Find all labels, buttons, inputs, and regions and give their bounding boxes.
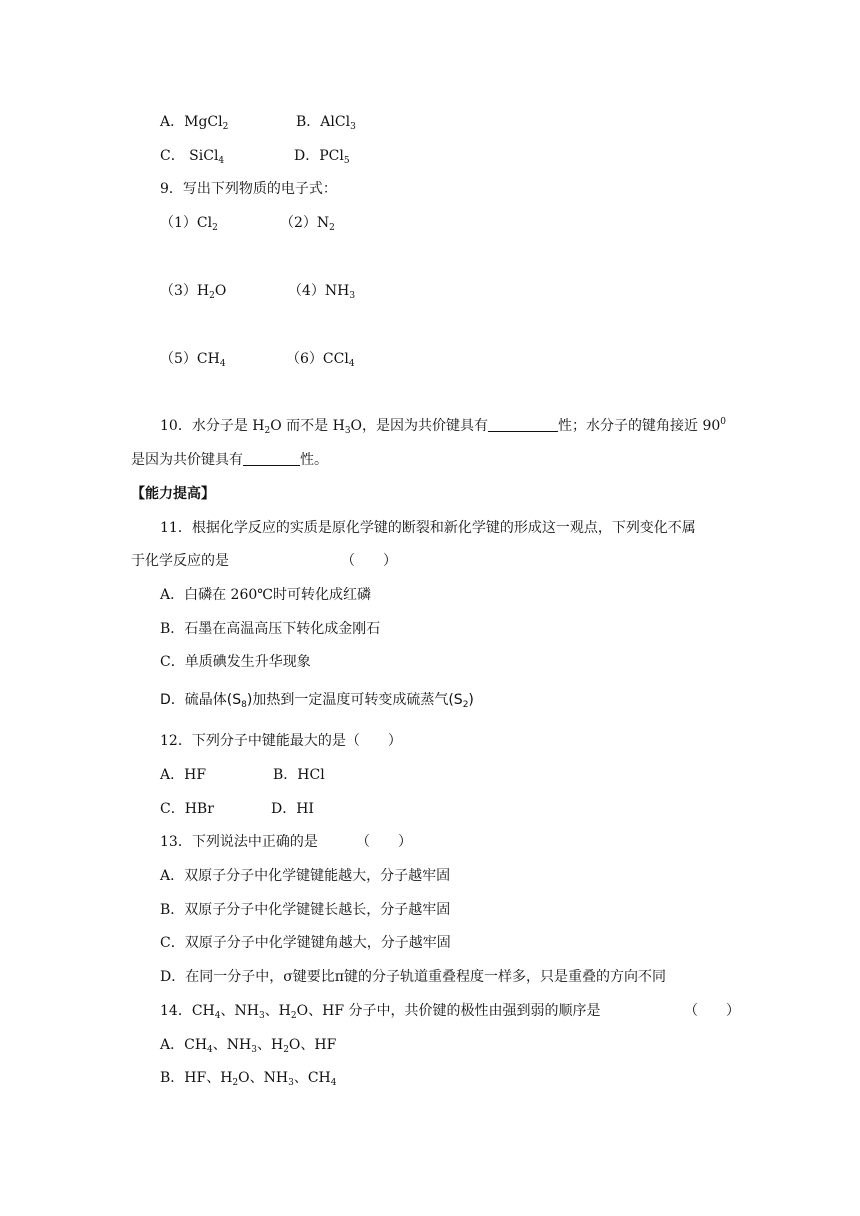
q11-option-d: D．硫晶体$(S_8)$加热到一定温度可转变成硫蒸气$(S_2)$ — [160, 692, 474, 710]
q14-option-b: B．HF、$H_2O$、$NH_3$、$CH_4$ — [160, 1070, 337, 1088]
q14-option-a: A．$CH_4$、$NH_3$、$H_2O$、HF — [160, 1037, 337, 1055]
q9-stem: 9．写出下列物质的电子式： — [160, 181, 337, 197]
option-b: B．AlCl$_3$ — [296, 114, 356, 132]
q12-options-row-2 — [160, 799, 314, 819]
q12-options-row-1 — [160, 765, 325, 785]
q11-line-1: 11．根据化学反应的实质是原化学键的断裂和新化学键的形成这一观点，下列变化不属 — [160, 520, 696, 536]
q9-row-3 — [160, 349, 355, 369]
q10-line-2: 是因为共价键具有 性。 — [131, 452, 328, 468]
q9-item-6: （6）CCl$_4$ — [286, 351, 355, 369]
q9-item-4: $(4)NH_3$ — [288, 283, 356, 301]
q9-item-1: $(1)Cl_2$ — [160, 215, 218, 233]
q12-stem: 12．下列分子中键能最大的是（ ） — [160, 733, 402, 749]
option-a: A．MgCl$_2$ — [160, 114, 229, 132]
q13-option-c: C．双原子分子中化学键键角越大，分子越牢固 — [160, 935, 451, 951]
q11-option-a: A．白磷在 260℃时可转化成红磷 — [160, 587, 371, 603]
option-d: D．HI — [271, 801, 314, 817]
option-c: C． SiCl$_4$ — [160, 148, 225, 166]
section-heading: 【能力提高】 — [131, 486, 215, 502]
q11-option-c: C．单质碘发生升华现象 — [160, 654, 311, 670]
option-a: A．HF — [160, 767, 207, 783]
option-c: C．HBr — [160, 801, 214, 817]
q9-row-2 — [160, 281, 356, 301]
q9-item-2: $(2)N_2$ — [280, 215, 335, 233]
q8-options-row-1 — [160, 112, 356, 132]
answer-paren: （ ） — [684, 1003, 740, 1019]
q11-option-b: B．石墨在高温高压下转化成金刚石 — [160, 621, 381, 637]
q13-option-b: B．双原子分子中化学键键长越长，分子越牢固 — [160, 902, 451, 918]
q13-option-a: A．双原子分子中化学键键能越大，分子越牢固 — [160, 868, 451, 884]
q11-line-2: 于化学反应的是 （ ） — [131, 553, 397, 569]
q10-line-1: 10．水分子是 $H_2O$ 而不是 $H_3O$，是因为共价键具有 性；水分子的键角接近 $90^0$ — [160, 417, 727, 436]
q9-row-1 — [160, 213, 335, 233]
answer-paren: （ ） — [356, 834, 412, 850]
option-d: D．PCl$_5$ — [294, 148, 350, 166]
option-b: B．HCl — [273, 767, 325, 783]
q13-option-d: D．在同一分子中，σ键要比π键的分子轨道重叠程度一样多，只是重叠的方向不同 — [160, 969, 666, 985]
fill-blank-2[interactable] — [243, 451, 300, 466]
answer-paren: （ ） — [341, 553, 397, 569]
q9-item-3: $(3)H_2O$ — [160, 283, 227, 301]
q14-stem: 14．$CH_4$、$NH_3$、$H_2O$、HF 分子中，共价键的极性由强到弱的顺序是 — [160, 1003, 601, 1021]
q8-options-row-2 — [160, 146, 350, 166]
q9-item-5: $(5)CH_4$ — [160, 351, 226, 369]
q13-stem: 13．下列说法中正确的是 （ ） — [160, 834, 412, 850]
fill-blank-1[interactable] — [488, 417, 558, 432]
